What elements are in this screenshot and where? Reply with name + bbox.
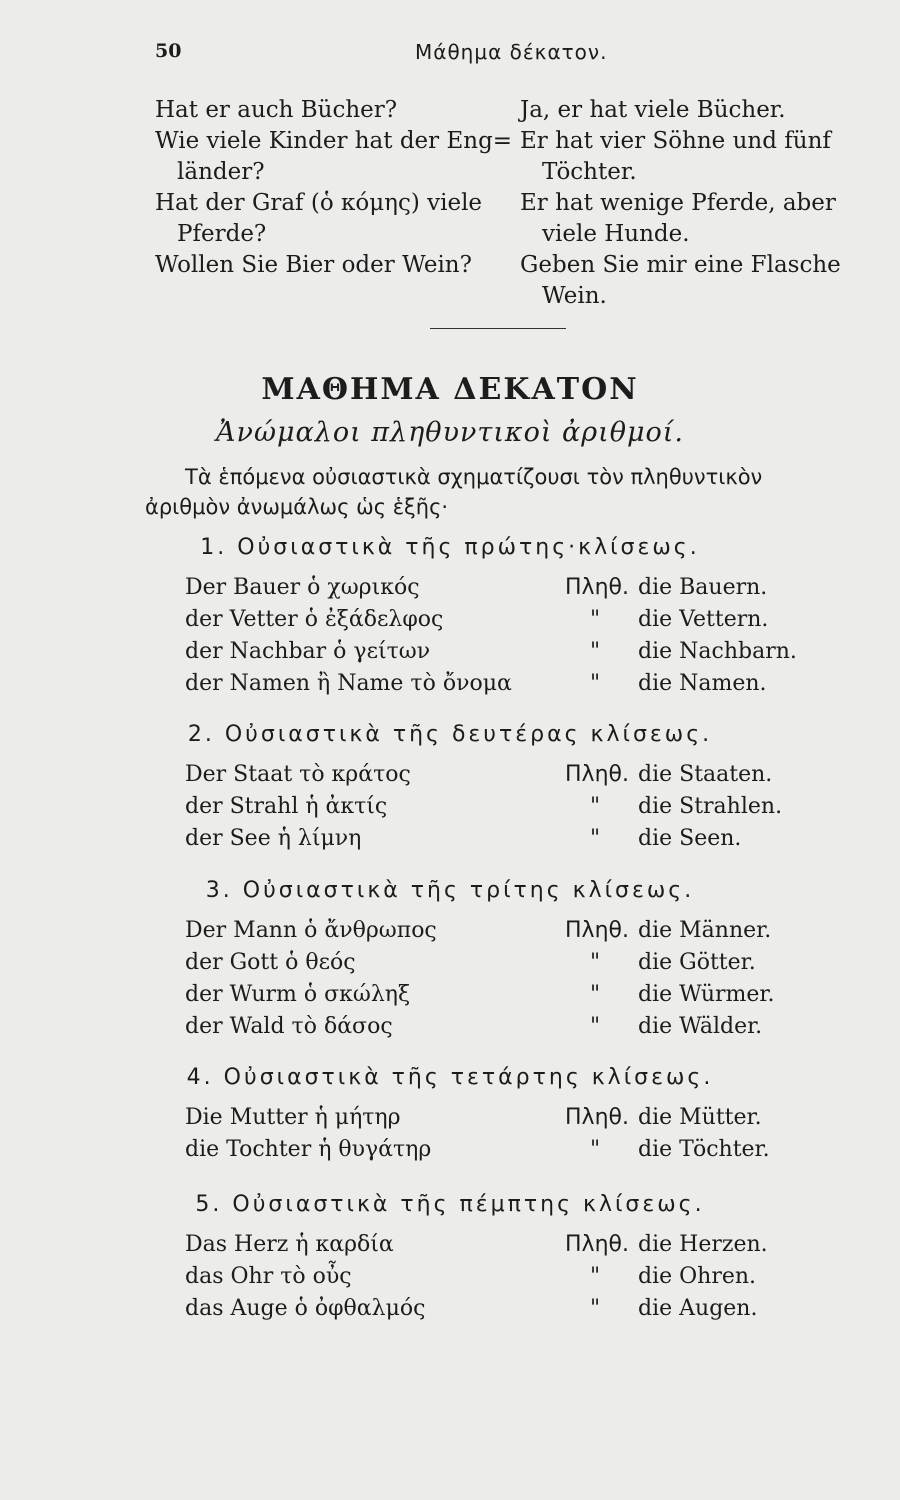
singular-form: Die Mutter ἡ μήτηρ <box>185 1105 401 1130</box>
page-header <box>0 40 900 70</box>
singular-form: Der Staat τὸ κράτος <box>185 762 411 787</box>
answer-line: Töchter. <box>542 159 637 185</box>
question-line: länder? <box>177 159 265 185</box>
singular-form: der See ἡ λίμνη <box>185 826 362 851</box>
noun-row <box>0 794 900 826</box>
singular-form: der Nachbar ὁ γείτων <box>185 639 431 664</box>
singular-form: Der Bauer ὁ χωρικός <box>185 575 420 600</box>
singular-form: Der Mann ὁ ἄνθρωπος <box>185 918 437 943</box>
plural-label: Πληθ. <box>565 575 629 600</box>
singular-form: der Wald τὸ δάσος <box>185 1014 393 1039</box>
answer <box>520 126 860 188</box>
ditto-mark: " <box>590 1296 601 1321</box>
noun-row <box>0 1137 900 1169</box>
answer-line: Er hat vier Söhne und fünf <box>520 128 831 154</box>
plural-form: die Bauern. <box>638 575 768 600</box>
noun-row <box>0 671 900 703</box>
noun-row <box>0 950 900 982</box>
answer-line: viele Hunde. <box>542 221 690 247</box>
singular-form: die Tochter ἡ θυγάτηρ <box>185 1137 432 1162</box>
lesson-subtitle: Ἀνώμαλοι πληθυντικοὶ ἀριθμοί. <box>216 417 684 448</box>
ditto-mark: " <box>590 607 601 632</box>
ditto-mark: " <box>590 794 601 819</box>
noun-row <box>0 918 900 950</box>
running-title: Μάθημα δέκατον. <box>415 40 608 64</box>
answer-line: Er hat wenige Pferde, aber <box>520 190 836 216</box>
question <box>155 250 485 281</box>
plural-form: die Herzen. <box>638 1232 768 1257</box>
ditto-mark: " <box>590 639 601 664</box>
plural-form: die Staaten. <box>638 762 773 787</box>
noun-row <box>0 1296 900 1328</box>
answer-line: Ja, er hat viele Bücher. <box>520 97 786 123</box>
declension-heading: 2. Οὐσιαστικὰ τῆς δευτέρας κλίσεως. <box>187 722 713 747</box>
plural-label: Πληθ. <box>565 762 629 787</box>
ditto-mark: " <box>590 1014 601 1039</box>
ditto-mark: " <box>590 671 601 696</box>
plural-form: die Würmer. <box>638 982 775 1007</box>
question-line: Pferde? <box>177 221 267 247</box>
question-line: Wie viele Kinder hat der Eng= <box>155 128 513 154</box>
noun-row <box>0 575 900 607</box>
declension-heading: 4. Οὐσιαστικὰ τῆς τετάρτης κλίσεως. <box>186 1065 714 1090</box>
plural-form: die Männer. <box>638 918 772 943</box>
page-number: 50 <box>155 40 182 62</box>
noun-row <box>0 826 900 858</box>
question-line: Hat er auch Bücher? <box>155 97 398 123</box>
singular-form: der Gott ὁ θεός <box>185 950 356 975</box>
singular-form: der Vetter ὁ ἐξάδελφος <box>185 607 444 632</box>
noun-row <box>0 639 900 671</box>
plural-label: Πληθ. <box>565 918 629 943</box>
noun-row <box>0 1105 900 1137</box>
declension-heading: 1. Οὐσιαστικὰ τῆς πρώτης·κλίσεως. <box>200 535 700 560</box>
question <box>155 188 485 250</box>
ditto-mark: " <box>590 1137 601 1162</box>
plural-form: die Augen. <box>638 1296 758 1321</box>
plural-label: Πληθ. <box>565 1232 629 1257</box>
lesson-title: ΜΑΘΗΜΑ ΔΕΚΑΤΟΝ <box>261 372 639 407</box>
ditto-mark: " <box>590 950 601 975</box>
answer <box>520 188 860 250</box>
plural-form: die Mütter. <box>638 1105 762 1130</box>
question <box>155 95 485 126</box>
answer-line: Wein. <box>542 283 607 309</box>
singular-form: Das Herz ἡ καρδία <box>185 1232 394 1257</box>
plural-form: die Töchter. <box>638 1137 770 1162</box>
singular-form: der Namen ἢ Name τὸ ὄνομα <box>185 671 512 696</box>
noun-row <box>0 1014 900 1046</box>
ditto-mark: " <box>590 982 601 1007</box>
noun-row <box>0 982 900 1014</box>
singular-form: der Wurm ὁ σκώληξ <box>185 982 411 1007</box>
section-divider <box>430 328 566 329</box>
plural-form: die Nachbarn. <box>638 639 797 664</box>
plural-form: die Ohren. <box>638 1264 757 1289</box>
plural-form: die Vettern. <box>638 607 769 632</box>
noun-row <box>0 607 900 639</box>
plural-form: die Strahlen. <box>638 794 783 819</box>
plural-form: die Seen. <box>638 826 742 851</box>
noun-row <box>0 1232 900 1264</box>
declension-heading: 3. Οὐσιαστικὰ τῆς τρίτης κλίσεως. <box>205 878 695 903</box>
intro-paragraph: Τὰ ἑπόμενα οὐσιαστικὰ σχηματίζουσι τὸν πληθυντικὸν ἀριθμὸν ἀνωμάλως ὡς ἑξῆς· <box>145 465 763 519</box>
plural-label: Πληθ. <box>565 1105 629 1130</box>
singular-form: das Auge ὁ ὀφθαλμός <box>185 1296 426 1321</box>
plural-form: die Götter. <box>638 950 756 975</box>
answer-line: Geben Sie mir eine Flasche <box>520 252 841 278</box>
ditto-mark: " <box>590 826 601 851</box>
answer <box>520 95 860 126</box>
noun-row <box>0 762 900 794</box>
singular-form: der Strahl ἡ ἀκτίς <box>185 794 388 819</box>
question <box>155 126 513 188</box>
singular-form: das Ohr τὸ οὖς <box>185 1264 352 1289</box>
noun-row <box>0 1264 900 1296</box>
question-line: Hat der Graf (ὁ κόμης) viele <box>155 190 483 216</box>
plural-form: die Wälder. <box>638 1014 763 1039</box>
question-line: Wollen Sie Bier oder Wein? <box>155 252 472 278</box>
answer <box>520 250 860 312</box>
plural-form: die Namen. <box>638 671 767 696</box>
ditto-mark: " <box>590 1264 601 1289</box>
declension-heading: 5. Οὐσιαστικὰ τῆς πέμπτης κλίσεως. <box>195 1192 705 1217</box>
